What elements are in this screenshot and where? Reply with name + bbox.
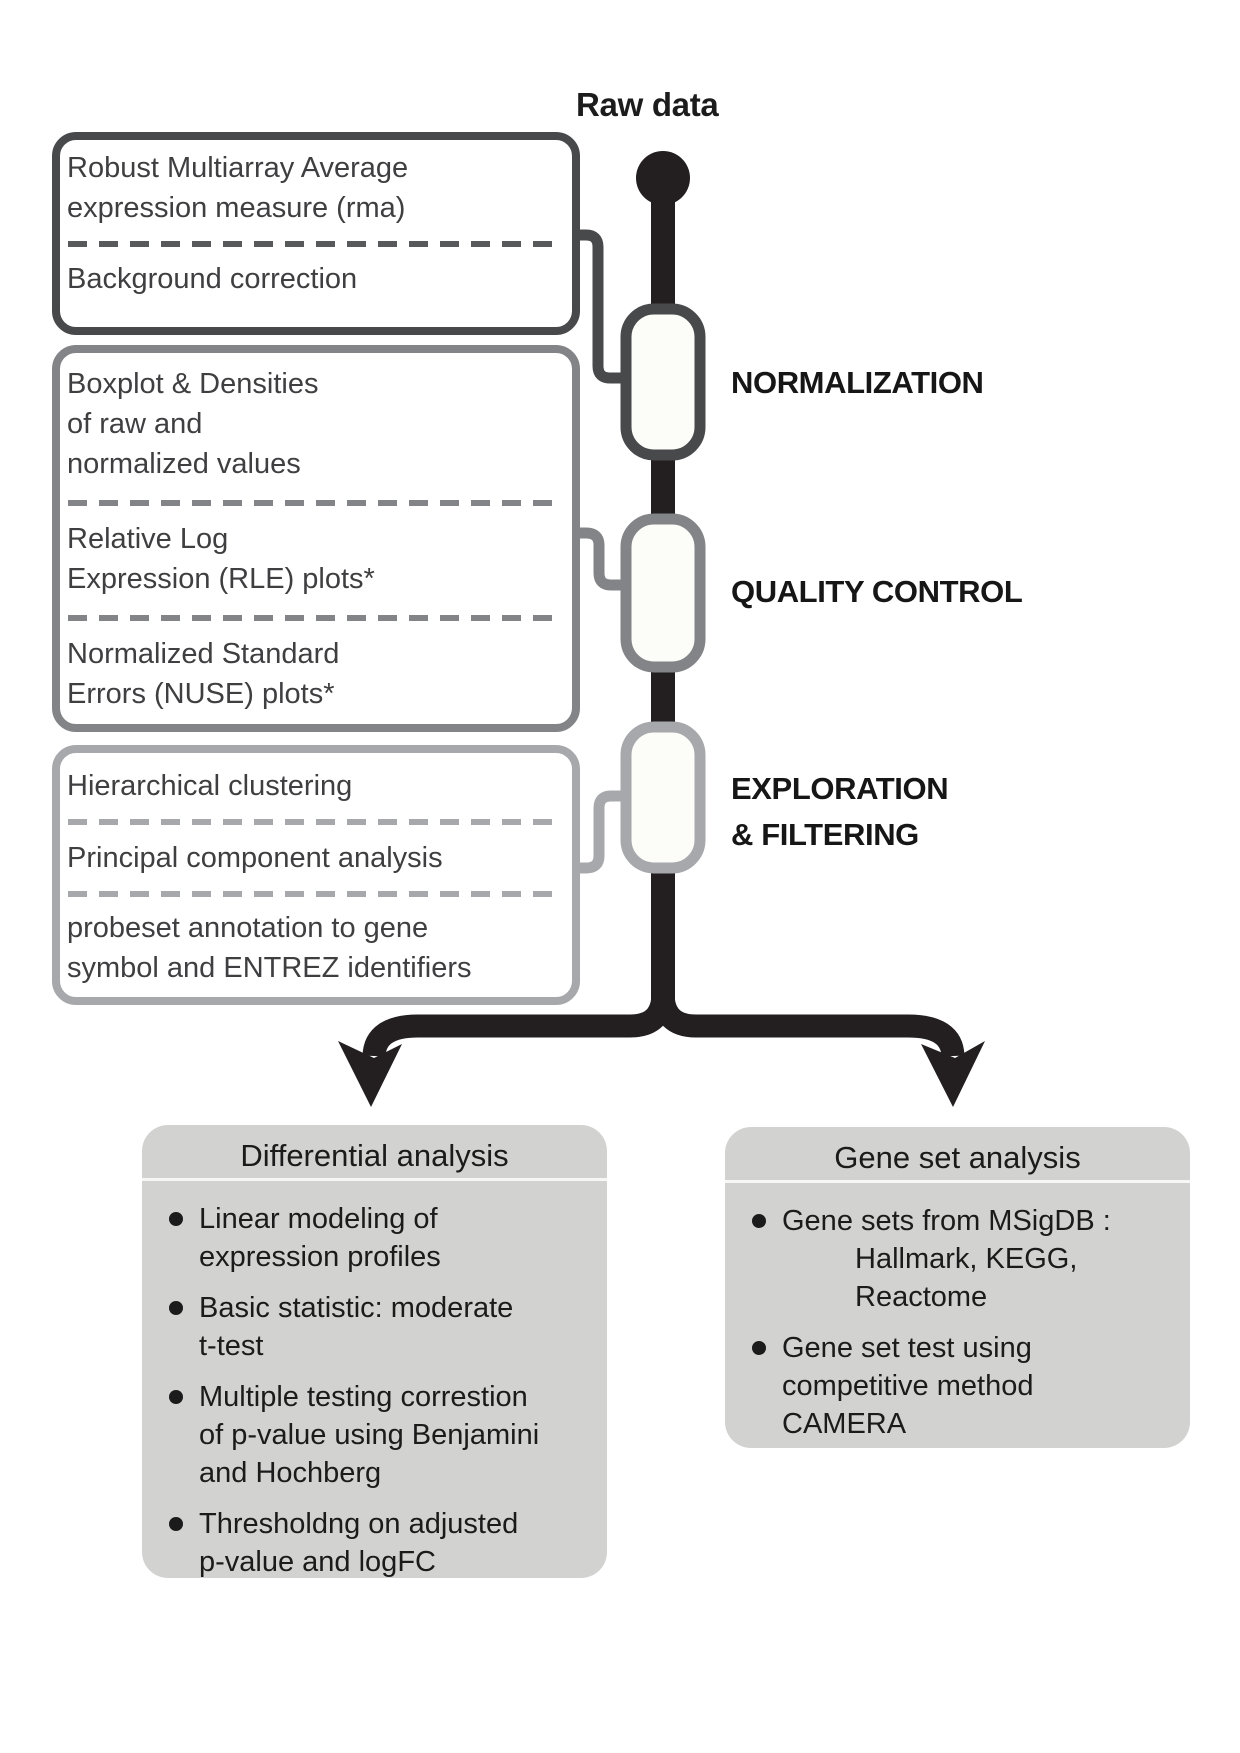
panel-title: Differential analysis <box>240 1138 509 1173</box>
stepbox-section <box>60 825 572 891</box>
list-item <box>169 1200 597 1276</box>
stepbox-section <box>60 140 572 241</box>
step-line: Hierarchical clustering <box>67 770 353 802</box>
panel-differential-analysis <box>142 1125 607 1578</box>
step-line: Boxplot & Densities <box>67 368 319 400</box>
bullet-line: expression profiles <box>199 1241 441 1273</box>
stage-label-line: EXPLORATION <box>731 771 949 806</box>
step-line: Robust Multiarray Average <box>67 152 409 184</box>
stepbox-section <box>60 506 572 615</box>
stage-label-line: & FILTERING <box>731 817 919 852</box>
list-item <box>169 1289 597 1365</box>
stage-label-line: QUALITY CONTROL <box>731 574 1023 609</box>
bullet-line: Multiple testing correstion <box>199 1381 528 1413</box>
bullet-text <box>782 1202 1111 1316</box>
raw-data-start-dot <box>636 151 690 205</box>
connector-normalization <box>576 235 625 378</box>
bullet-line: t-test <box>199 1330 264 1362</box>
stepbox-section <box>60 621 572 714</box>
step-line: Relative Log <box>67 523 229 555</box>
bullet-text <box>199 1505 518 1578</box>
bullet-line: competitive method <box>782 1370 1034 1402</box>
panel-title: Gene set analysis <box>834 1140 1081 1175</box>
bullet-icon <box>752 1214 766 1228</box>
bullet-icon <box>169 1212 183 1226</box>
bullet-line: Reactome <box>855 1281 988 1313</box>
step-line: Normalized Standard <box>67 638 340 670</box>
step-line: probeset annotation to gene <box>67 912 429 944</box>
connector-quality-control <box>576 533 625 585</box>
stepbox-section <box>60 897 572 988</box>
step-line: Expression (RLE) plots* <box>67 563 375 595</box>
list-item <box>752 1329 1180 1443</box>
bullet-line: Basic statistic: moderate <box>199 1292 514 1324</box>
panel-body <box>725 1183 1190 1443</box>
step-line: symbol and ENTREZ identifiers <box>67 952 472 984</box>
step-line: Principal component analysis <box>67 842 443 874</box>
stepbox-quality-control <box>52 345 580 732</box>
list-item <box>169 1378 597 1492</box>
bullet-line: CAMERA <box>782 1408 907 1440</box>
bullet-text <box>782 1329 1033 1443</box>
node-quality-control <box>626 519 700 667</box>
connector-exploration <box>576 796 625 868</box>
stage-label-normalization <box>731 360 984 406</box>
bullet-text <box>199 1289 513 1365</box>
bullet-line: Gene sets from MSigDB : <box>782 1205 1111 1237</box>
bullet-icon <box>752 1341 766 1355</box>
bullet-line: and Hochberg <box>199 1457 382 1489</box>
panel-body <box>142 1181 607 1578</box>
bullet-text <box>199 1200 441 1276</box>
step-line: of raw and <box>67 408 203 440</box>
bullet-line: of p-value using Benjamini <box>199 1419 540 1451</box>
bullet-line: p-value and logFC <box>199 1546 436 1578</box>
bullet-icon <box>169 1517 183 1531</box>
panel-gene-set-analysis <box>725 1127 1190 1448</box>
bullet-line: Gene set test using <box>782 1332 1032 1364</box>
stepbox-section <box>60 353 572 500</box>
bullet-text <box>199 1378 539 1492</box>
fork-right-arm <box>663 993 953 1056</box>
step-line: normalized values <box>67 448 301 480</box>
stage-label-quality-control <box>731 569 1022 615</box>
stepbox-exploration <box>52 745 580 1005</box>
node-normalization <box>626 309 700 455</box>
step-line: Background correction <box>67 263 358 295</box>
stepbox-section <box>60 247 572 299</box>
bullet-line: Hallmark, KEGG, <box>855 1243 1078 1275</box>
bullet-line: Linear modeling of <box>199 1203 438 1235</box>
raw-data-label: Raw data <box>576 86 719 123</box>
bullet-line: Thresholdng on adjusted <box>199 1508 519 1540</box>
list-item <box>169 1505 597 1578</box>
step-line: Errors (NUSE) plots* <box>67 678 335 710</box>
bullet-icon <box>169 1301 183 1315</box>
stage-label-exploration <box>731 766 948 858</box>
bullet-icon <box>169 1390 183 1404</box>
stepbox-normalization <box>52 132 580 335</box>
list-item <box>752 1202 1180 1316</box>
step-line: expression measure (rma) <box>67 192 406 224</box>
stage-label-line: NORMALIZATION <box>731 365 984 400</box>
stepbox-section <box>60 753 572 819</box>
node-exploration <box>626 727 700 868</box>
